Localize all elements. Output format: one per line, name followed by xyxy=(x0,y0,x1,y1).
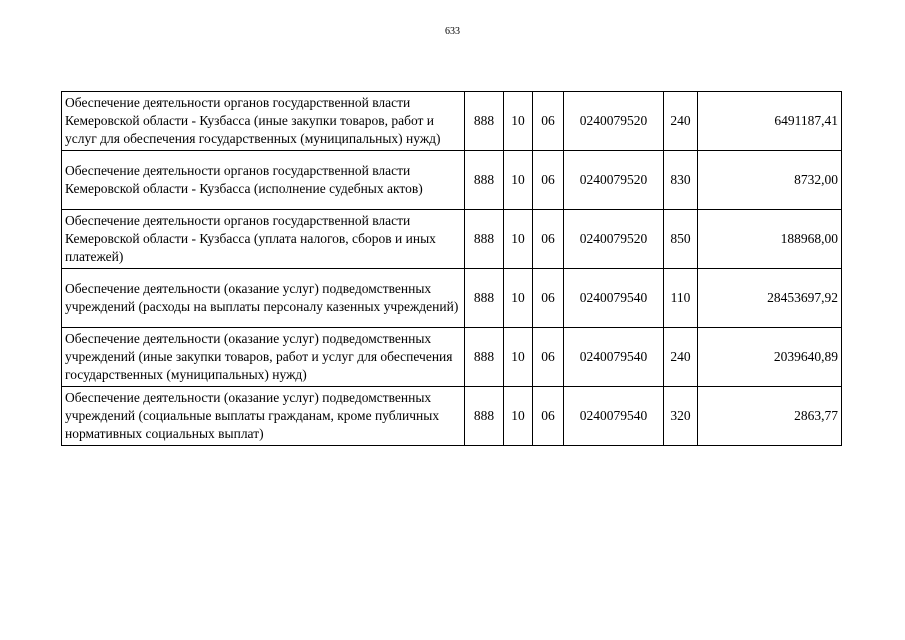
subsection-code: 06 xyxy=(533,210,564,269)
table-row xyxy=(62,328,842,387)
section-code: 10 xyxy=(504,210,533,269)
amount: 2039640,89 xyxy=(698,328,842,387)
section-code: 10 xyxy=(504,328,533,387)
expense-name: Обеспечение деятельности (оказание услуг) подведомственных учреждений (иные закупки товаров, работ и услуг для обеспечения государственных (муниципальных) нужд) xyxy=(62,328,465,387)
expense-type-code: 850 xyxy=(664,210,698,269)
budget-table xyxy=(61,91,842,446)
target-article-code: 0240079540 xyxy=(564,269,664,328)
expense-type-code: 240 xyxy=(664,92,698,151)
section-code: 10 xyxy=(504,269,533,328)
section-code: 10 xyxy=(504,387,533,446)
amount: 188968,00 xyxy=(698,210,842,269)
target-article-code: 0240079520 xyxy=(564,151,664,210)
subsection-code: 06 xyxy=(533,151,564,210)
expense-name: Обеспечение деятельности органов государственной власти Кемеровской области - Кузбасса (иные закупки товаров, работ и услуг для обеспечения государственных (муниципальных) нужд) xyxy=(62,92,465,151)
target-article-code: 0240079520 xyxy=(564,92,664,151)
subsection-code: 06 xyxy=(533,387,564,446)
ministry-code: 888 xyxy=(465,151,504,210)
target-article-code: 0240079520 xyxy=(564,210,664,269)
table-row xyxy=(62,151,842,210)
expense-name: Обеспечение деятельности (оказание услуг) подведомственных учреждений (социальные выплаты гражданам, кроме публичных нормативных социальных выплат) xyxy=(62,387,465,446)
section-code: 10 xyxy=(504,151,533,210)
section-code: 10 xyxy=(504,92,533,151)
table-row xyxy=(62,210,842,269)
expense-name: Обеспечение деятельности органов государственной власти Кемеровской области - Кузбасса (уплата налогов, сборов и иных платежей) xyxy=(62,210,465,269)
table-row xyxy=(62,269,842,328)
amount: 28453697,92 xyxy=(698,269,842,328)
expense-type-code: 830 xyxy=(664,151,698,210)
target-article-code: 0240079540 xyxy=(564,328,664,387)
amount: 6491187,41 xyxy=(698,92,842,151)
ministry-code: 888 xyxy=(465,269,504,328)
table-row xyxy=(62,387,842,446)
subsection-code: 06 xyxy=(533,92,564,151)
expense-type-code: 320 xyxy=(664,387,698,446)
ministry-code: 888 xyxy=(465,387,504,446)
target-article-code: 0240079540 xyxy=(564,387,664,446)
ministry-code: 888 xyxy=(465,328,504,387)
subsection-code: 06 xyxy=(533,269,564,328)
expense-type-code: 110 xyxy=(664,269,698,328)
ministry-code: 888 xyxy=(465,92,504,151)
expense-name: Обеспечение деятельности органов государственной власти Кемеровской области - Кузбасса (исполнение судебных актов) xyxy=(62,151,465,210)
table-row xyxy=(62,92,842,151)
amount: 2863,77 xyxy=(698,387,842,446)
expense-type-code: 240 xyxy=(664,328,698,387)
page-number: 633 xyxy=(445,26,460,37)
expense-name: Обеспечение деятельности (оказание услуг) подведомственных учреждений (расходы на выплаты персоналу казенных учреждений) xyxy=(62,269,465,328)
ministry-code: 888 xyxy=(465,210,504,269)
subsection-code: 06 xyxy=(533,328,564,387)
amount: 8732,00 xyxy=(698,151,842,210)
